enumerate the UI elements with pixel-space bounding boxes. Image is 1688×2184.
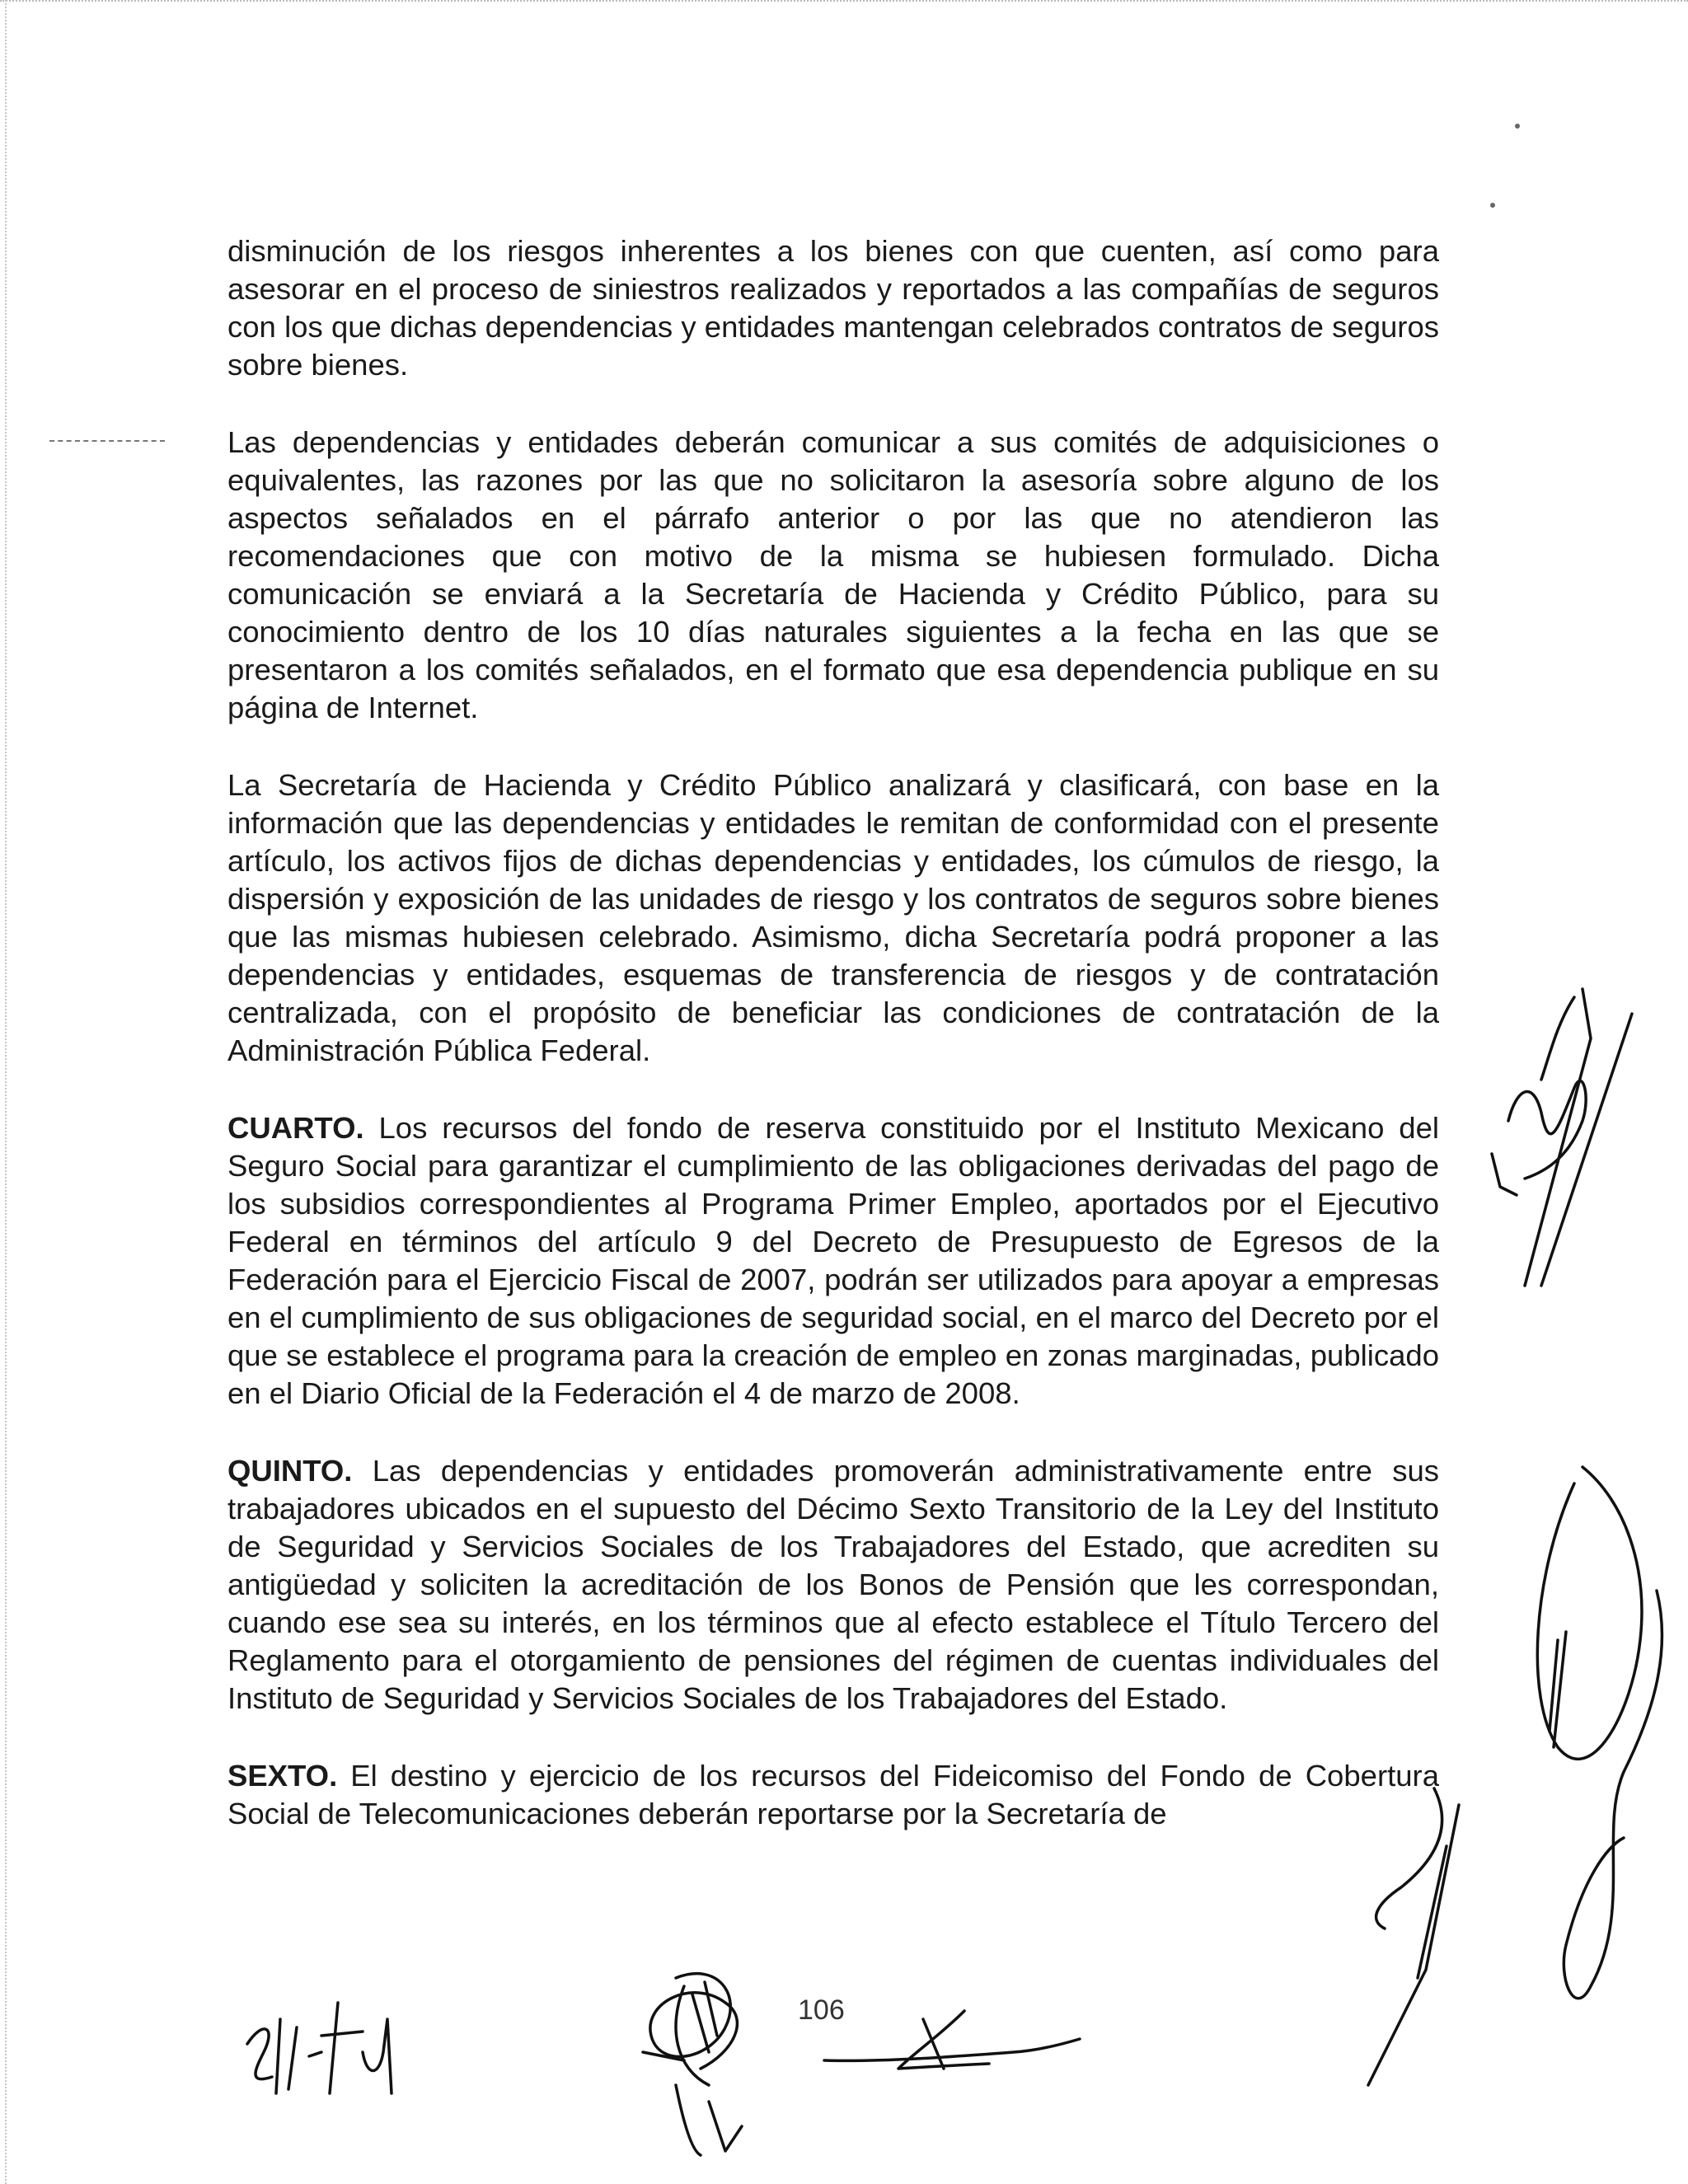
paragraph-text: La Secretaría de Hacienda y Crédito Público analizará y clasificará, con base en la información que las dependencias y entidades le remitan de conformidad con el presente artículo, los activos fijos de dichas dependencias y entidades, los cúmulos de riesgo, la dispersión y exposición de las unidades de riesgo y los contratos de seguros sobre bienes que las mismas hubiesen celebrado. Asimismo, dicha Secretaría podrá proponer a las dependencias y entidades, esquemas de transferencia de riesgos y de contratación centralizada, con el propósito de beneficiar las condiciones de contratación de la Administración Pública Federal. (227, 768, 1439, 1067)
margin-signature (1352, 1780, 1484, 2093)
article-sexto (227, 1757, 1439, 1833)
document-body (227, 232, 1439, 1866)
article-quinto (227, 1452, 1439, 1718)
scan-artifact-mark (49, 440, 165, 443)
center-signature (626, 1961, 767, 2159)
article-heading: SEXTO. (227, 1759, 338, 1793)
scan-edge-left (5, 0, 12, 2184)
paragraph-text: El destino y ejercicio de los recursos del Fideicomiso del Fondo de Cobertura Social de Telecomunicaciones deberán reportarse por la Secretaría de (227, 1759, 1439, 1830)
center-right-signature (816, 2003, 1088, 2093)
paragraph-text: Las dependencias y entidades promoverán administrativamente entre sus trabajadores ubicados en el supuesto del Décimo Sexto Transitorio de la Ley del Instituto de Seguridad y Servicios Sociales de los Trabajadores del Estado, que acrediten su antigüedad y soliciten la acreditación de los Bonos de Pensión que les correspondan, cuando ese sea su interés, en los términos que al efecto establece el Título Tercero del Reglamento para el otorgamiento de pensiones del régimen de cuentas individuales del Instituto de Seguridad y Servicios Sociales de los Trabajadores del Estado. (227, 1454, 1439, 1715)
margin-signature (1508, 1451, 1673, 2019)
paragraph-text: disminución de los riesgos inherentes a los bienes con que cuenten, así como para asesorar en el proceso de siniestros realizados y reportados a las compañías de seguros con los que dichas dependencias y entidades mantengan celebrados contratos de seguros sobre bienes. (227, 234, 1439, 382)
scan-artifact-dot (1490, 203, 1495, 208)
article-heading: CUARTO. (227, 1111, 364, 1145)
scan-edge-top (0, 0, 1688, 12)
scan-artifact-dot (1515, 124, 1520, 129)
handwritten-initials-drawing (239, 1986, 437, 2102)
paragraph-text: Las dependencias y entidades deberán comunicar a sus comités de adquisiciones o equivalentes, las razones por las que no solicitaron la asesoría sobre alguno de los aspectos señalados en el párrafo anterior o por las que no atendieron las recomendaciones que con motivo de la misma se hubiesen formulado. Dicha comunicación se enviará a la Secretaría de Hacienda y Crédito Público, para su conocimiento dentro de los 10 días naturales siguientes a la fecha en las que se presentaron a los comités señalados, en el formato que esa dependencia publique en su página de Internet. (227, 425, 1439, 724)
paragraph (227, 232, 1439, 384)
paragraph (227, 766, 1439, 1070)
article-cuarto (227, 1109, 1439, 1413)
margin-signature (1475, 989, 1665, 1302)
paragraph-text: Los recursos del fondo de reserva constituido por el Instituto Mexicano del Seguro Social para garantizar el cumplimiento de las obligaciones derivadas del pago de los subsidios correspondientes al Programa Primer Empleo, aportados por el Ejecutivo Federal en términos del artículo 9 del Decreto de Presupuesto de Egresos de la Federación para el Ejercicio Fiscal de 2007, podrán ser utilizados para apoyar a empresas en el cumplimiento de sus obligaciones de seguridad social, en el marco del Decreto por el que se establece el programa para la creación de empleo en zonas marginadas, publicado en el Diario Oficial de la Federación el 4 de marzo de 2008. (227, 1111, 1439, 1410)
paragraph (227, 424, 1439, 727)
page-number: 106 (798, 1994, 845, 2026)
article-heading: QUINTO. (227, 1454, 353, 1488)
